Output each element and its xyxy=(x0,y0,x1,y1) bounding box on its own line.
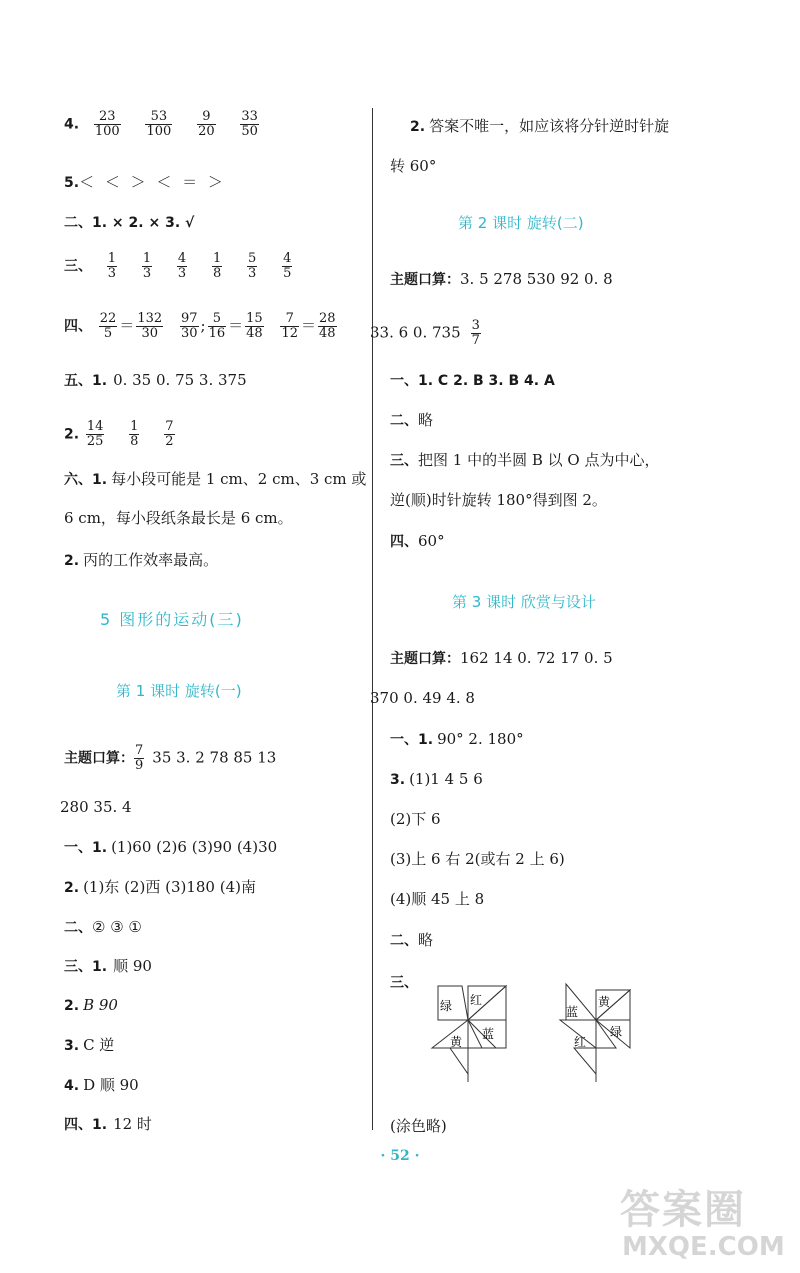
fraction: $\frac{23}{100}$ xyxy=(94,109,120,139)
section-2b: 二、② ③ ① xyxy=(64,918,142,936)
mental-math-cont: 33. 6 0. 735 $\frac{3}{7}$ xyxy=(370,318,480,348)
section-3b-3: 3. C 逆 xyxy=(64,1036,115,1054)
pinwheel-label: 绿 xyxy=(610,1025,623,1039)
watermark: 答案圈 MXQE.COM xyxy=(620,1187,785,1262)
column-divider xyxy=(372,108,373,1130)
lesson-title: 第 1 课时 旋转(一) xyxy=(116,682,242,700)
pinwheel-label: 绿 xyxy=(440,999,453,1013)
section-3: 三、把图 1 中的半圆 B 以 O 点为中心， xyxy=(390,451,660,469)
mental-math: 主题口算：3. 5 278 530 92 0. 8 xyxy=(390,270,613,288)
section-6: 六、1. 每小段可能是 1 cm、2 cm、3 cm 或 xyxy=(64,470,367,488)
mental-math: 主题口算：162 14 0. 72 17 0. 5 xyxy=(390,649,613,667)
mental-math-cont: 370 0. 49 4. 8 xyxy=(370,689,475,707)
lesson-title: 第 3 课时 欣赏与设计 xyxy=(452,593,596,611)
coloring-note: (涂色略) xyxy=(390,1117,447,1135)
section-5-2: 2. $\frac{14}{25}$ $\frac{1}{8}$ $\frac{7}{2}$ xyxy=(64,419,174,449)
answer-2: 2. 答案不唯一，如应该将分针逆时针旋 xyxy=(410,117,670,135)
pinwheel-label: 红 xyxy=(470,993,483,1007)
section-1-2: 2. (1)东 (2)西 (3)180 (4)南 xyxy=(64,878,256,896)
section-4: 四、 $\frac{22}{5}$ ＝ $\frac{132}{30}$ $\frac{97}{30}$ ; $\frac{5}{16}$ ＝ $\frac{15}{48}$ $\frac{7}{12}$ ＝ $\frac{28}{48}$ xyxy=(64,311,336,341)
section-1-3-4: (4)顺 45 上 8 xyxy=(390,890,485,908)
section-1-1: 一、1. 90° 2. 180° xyxy=(390,730,524,748)
section-3b: 三、 xyxy=(390,975,418,991)
unit-title: 5 图形的运动(三) xyxy=(100,610,244,629)
section-2: 二、1. × 2. × 3. √ xyxy=(64,215,195,231)
answer-2-cont: 转 60° xyxy=(390,157,437,175)
answer-4: 4. $\frac{23}{100}$ $\frac{53}{100}$ $\frac{9}{20}$ $\frac{33}{50}$ xyxy=(64,109,258,139)
mental-math: 主题口算： $\frac{7}{9}$ 35 3. 2 78 85 13 xyxy=(64,743,277,773)
pinwheel-label: 蓝 xyxy=(482,1027,495,1041)
fraction: $\frac{9}{20}$ xyxy=(198,109,215,139)
section-1-3: 3. (1)1 4 5 6 xyxy=(390,770,483,788)
section-2b: 二、略 xyxy=(390,931,434,949)
section-3: 三、 $\frac{1}{3}$ $\frac{1}{3}$ $\frac{4}{3}$ $\frac{1}{8}$ $\frac{5}{3}$ $\frac{4}{5}$ xyxy=(64,251,292,281)
section-4: 四、60° xyxy=(390,532,445,550)
answer-5: 5.＜ ＜ ＞ ＜ ＝ ＞ xyxy=(64,173,226,191)
section-4b-1: 四、1. 12 时 xyxy=(64,1115,152,1133)
pinwheel-figure-1 xyxy=(430,982,555,1086)
pinwheel-figure-2 xyxy=(558,982,648,1086)
section-3b-2: 2. B 90 xyxy=(64,996,118,1014)
section-6-2: 2. 丙的工作效率最高。 xyxy=(64,551,219,569)
mental-math-cont: 280 35. 4 xyxy=(60,798,132,816)
page-number: · 52 · xyxy=(380,1148,420,1164)
fraction: $\frac{33}{50}$ xyxy=(241,109,258,139)
pinwheel-label: 黄 xyxy=(450,1035,463,1049)
section-1: 一、1. C 2. B 3. B 4. A xyxy=(390,373,555,389)
section-2: 二、略 xyxy=(390,411,434,429)
section-3-cont: 逆(顺)时针旋转 180°得到图 2。 xyxy=(390,491,607,509)
pinwheel-label: 蓝 xyxy=(566,1005,579,1019)
pinwheel-label: 黄 xyxy=(598,995,611,1009)
section-6-cont: 6 cm，每小段纸条最长是 6 cm。 xyxy=(64,509,293,527)
section-1-3-3: (3)上 6 右 2(或右 2 上 6) xyxy=(390,850,565,868)
section-3b-4: 4. D 顺 90 xyxy=(64,1076,139,1094)
section-1-3-2: (2)下 6 xyxy=(390,810,441,828)
lesson-title: 第 2 课时 旋转(二) xyxy=(458,214,584,232)
section-5: 五、1. 0. 35 0. 75 3. 375 xyxy=(64,371,247,389)
fraction: $\frac{53}{100}$ xyxy=(146,109,172,139)
section-3b-1: 三、1. 顺 90 xyxy=(64,957,152,975)
section-1-1: 一、1. (1)60 (2)6 (3)90 (4)30 xyxy=(64,838,278,856)
pinwheel-label: 红 xyxy=(574,1035,587,1049)
